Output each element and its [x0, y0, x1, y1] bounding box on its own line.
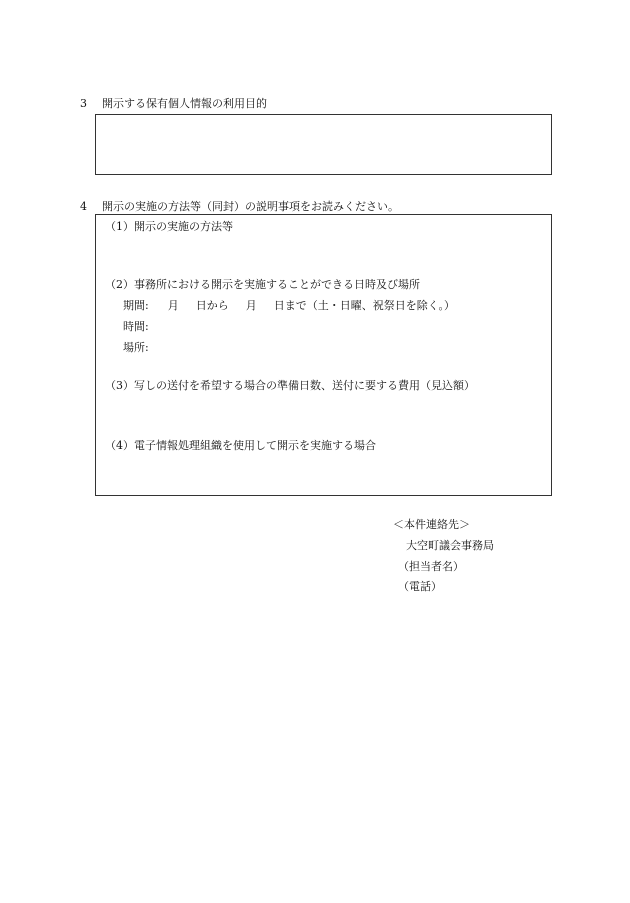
time-label: 時間: — [123, 320, 149, 333]
contact-heading: ＜本件連絡先＞ — [393, 518, 470, 531]
period-month-1: 月 — [167, 299, 179, 312]
period-from: 日から — [195, 299, 229, 312]
contact-office: 大空町議会事務局 — [406, 539, 494, 552]
place-label: 場所: — [123, 341, 149, 354]
section-3-number: 3 — [80, 97, 87, 110]
item-4-label: （4）電子情報処理組織を使用して開示を実施する場合 — [105, 439, 376, 452]
contact-phone: （電話） — [398, 580, 442, 593]
period-month-2: 月 — [245, 299, 257, 312]
section-4-number: 4 — [80, 200, 87, 213]
period-label: 期間: — [123, 299, 149, 312]
section-3-title: 開示する保有個人情報の利用目的 — [102, 97, 267, 110]
section-4-content-box — [95, 214, 552, 496]
contact-person: （担当者名） — [398, 560, 464, 573]
section-3-heading — [80, 98, 267, 109]
section-3-input-box[interactable] — [95, 114, 552, 175]
item-2-label: （2）事務所における開示を実施することができる日時及び場所 — [105, 278, 420, 291]
section-4-title: 開示の実施の方法等（同封）の説明事項をお読みください。 — [102, 200, 399, 213]
item-3-label: （3）写しの送付を希望する場合の準備日数、送付に要する費用（見込額） — [105, 379, 475, 392]
item-1-label: （1）開示の実施の方法等 — [105, 220, 233, 233]
period-row — [123, 300, 455, 311]
period-until: 日まで（土・日曜、祝祭日を除く。） — [273, 299, 455, 312]
section-4-heading — [80, 201, 399, 212]
